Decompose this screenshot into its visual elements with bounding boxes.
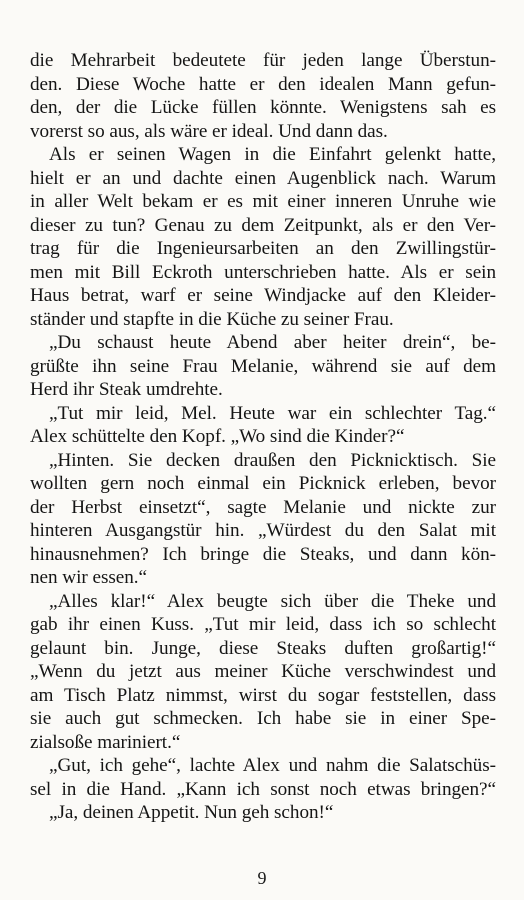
text-line: „Hinten. Sie decken draußen den Picknicktisch. Sie xyxy=(49,449,496,471)
text-line: „Alles klar!“ Alex beugte sich über die Theke und xyxy=(49,590,496,612)
body-text xyxy=(30,49,496,825)
text-line: trag für die Ingenieursarbeiten an den Zwillingstür- xyxy=(30,238,496,259)
text-line: men mit Bill Eckroth unterschrieben hatte. Als er sein xyxy=(30,261,496,283)
text-line: Herd ihr Steak umdrehte. xyxy=(30,379,223,400)
text-line: Haus betrat, warf er seine Windjacke auf den Kleider- xyxy=(30,285,496,306)
text-line: „Wenn du jetzt aus meiner Küche verschwindest und xyxy=(30,661,496,682)
text-line: wollten gern noch einmal ein Picknick erleben, bevor xyxy=(30,473,496,494)
text-line: hinteren Ausgangstür hin. „Würdest du den Salat mit xyxy=(30,520,496,541)
text-line: „Ja, deinen Appetit. Nun geh schon!“ xyxy=(49,802,334,823)
text-line: sel in die Hand. „Kann ich sonst noch etwas bringen?“ xyxy=(30,778,496,800)
text-line: Alex schüttelte den Kopf. „Wo sind die Kinder?“ xyxy=(30,426,405,447)
text-line: „Gut, ich gehe“, lachte Alex und nahm die Salatschüs- xyxy=(49,755,496,776)
text-line: „Du schaust heute Abend aber heiter drein“, be- xyxy=(49,332,496,353)
text-line: am Tisch Platz nimmst, wirst du sogar feststellen, dass xyxy=(30,684,496,706)
text-line: nen wir essen.“ xyxy=(30,567,147,588)
text-line: vorerst so aus, als wäre er ideal. Und dann das. xyxy=(30,120,388,142)
text-line: der Herbst einsetzt“, sagte Melanie und nickte zur xyxy=(30,496,496,518)
text-line: dieser zu tun? Genau zu dem Zeitpunkt, als er den Ver- xyxy=(30,214,496,236)
text-line: gelaunt bin. Junge, diese Steaks duften großartig!“ xyxy=(30,637,496,659)
text-line: sie auch gut schmecken. Ich habe sie in einer Spe- xyxy=(30,708,496,729)
page-number: 9 xyxy=(257,868,267,888)
text-line: „Tut mir leid, Mel. Heute war ein schlechter Tag.“ xyxy=(49,402,496,424)
text-line: in aller Welt bekam er es mit einer inneren Unruhe wie xyxy=(30,191,496,212)
text-line: Als er seinen Wagen in die Einfahrt gelenkt hatte, xyxy=(49,144,496,165)
text-line: zialsoße mariniert.“ xyxy=(30,731,181,753)
text-line: den, der die Lücke füllen könnte. Wenigstens sah es xyxy=(30,97,496,118)
text-line: gab ihr einen Kuss. „Tut mir leid, dass ich so schlecht xyxy=(30,614,496,635)
text-line: hielt er an und dachte einen Augenblick nach. Warum xyxy=(30,167,496,189)
text-line: den. Diese Woche hatte er den idealen Mann gefun- xyxy=(30,73,496,95)
text-line: ständer und stapfte in die Küche zu seiner Frau. xyxy=(30,308,394,330)
text-line: die Mehrarbeit bedeutete für jeden lange Überstun- xyxy=(30,50,496,71)
text-line: grüßte ihn seine Frau Melanie, während sie auf dem xyxy=(30,355,496,377)
text-line: hinausnehmen? Ich bringe die Steaks, und dann kön- xyxy=(30,543,496,565)
